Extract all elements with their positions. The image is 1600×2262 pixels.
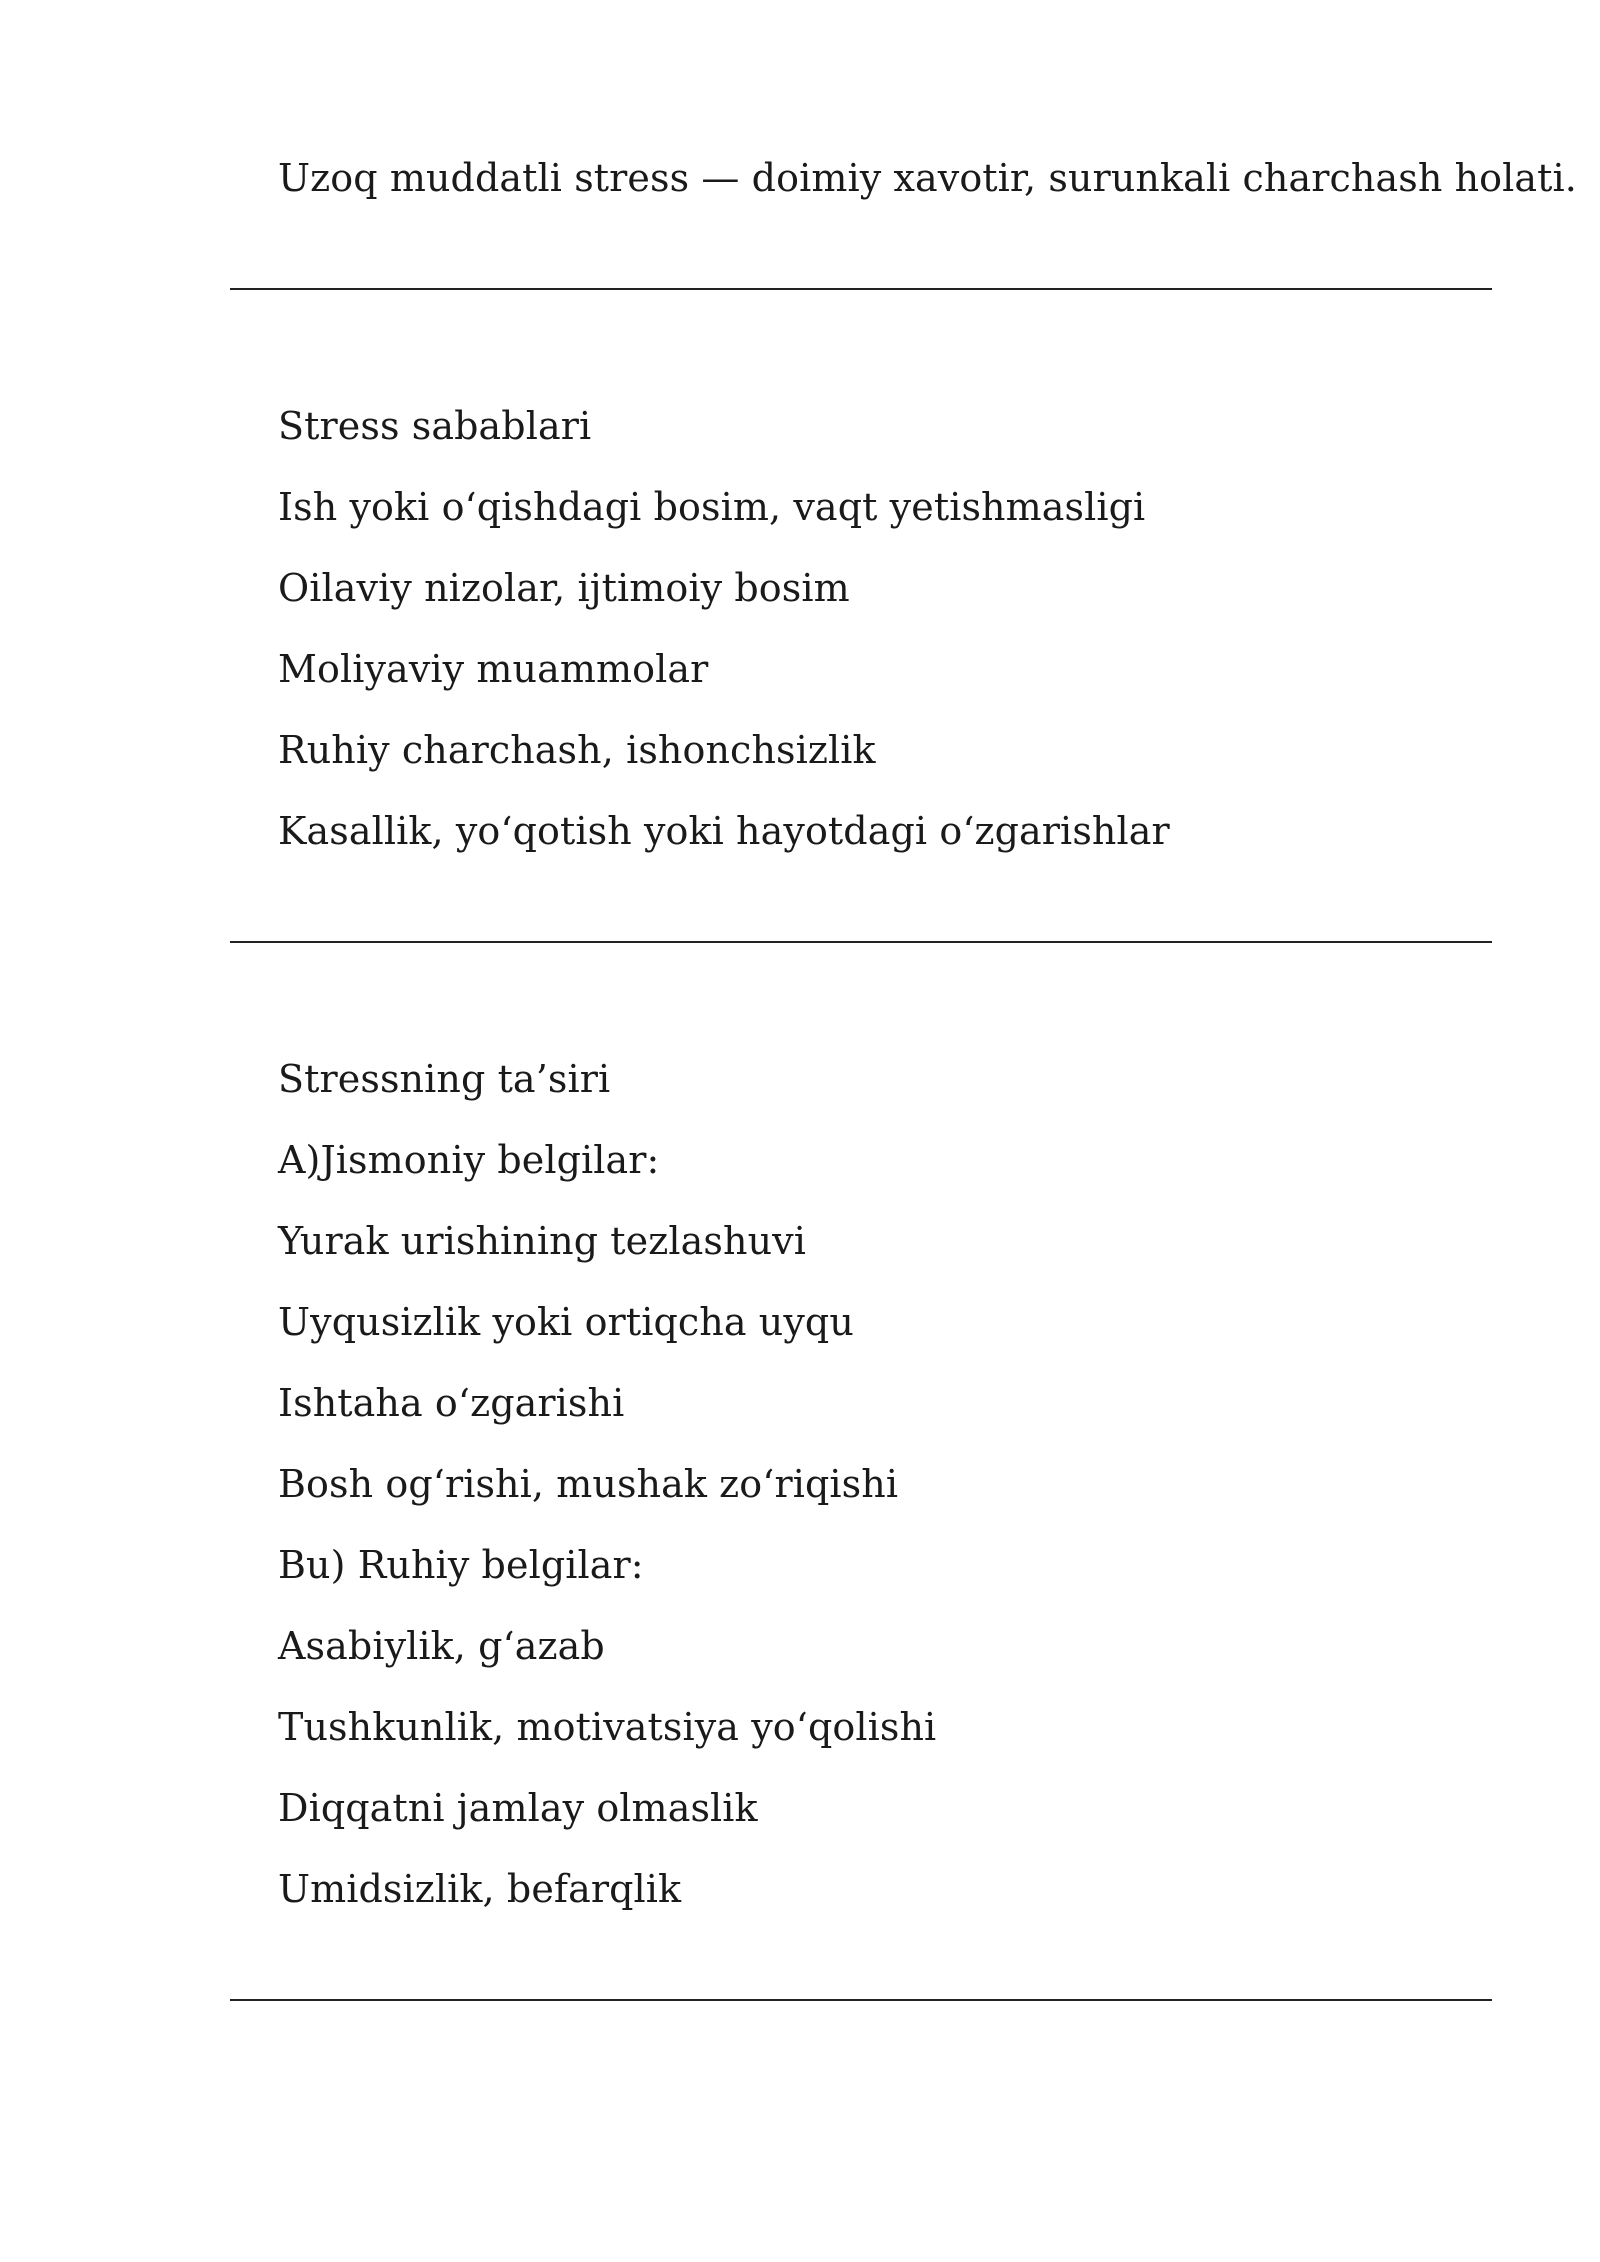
physical-sign-item: Uyqusizlik yoki ortiqcha uyqu [278,1300,854,1344]
intro-paragraph: Uzoq muddatli stress — doimiy xavotir, surunkali charchash holati. [278,156,1577,200]
mental-sign-item: Asabiylik, g‘azab [278,1624,605,1668]
section-divider [230,288,1492,290]
cause-item: Moliyaviy muammolar [278,647,709,691]
causes-heading: Stress sabablari [278,404,592,448]
physical-sign-item: Bosh og‘rishi, mushak zo‘riqishi [278,1462,899,1506]
section-divider [230,1999,1492,2001]
mental-signs-label: Bu) Ruhiy belgilar: [278,1543,644,1587]
effects-heading: Stressning ta’siri [278,1057,611,1101]
cause-item: Ish yoki o‘qishdagi bosim, vaqt yetishmasligi [278,485,1146,529]
cause-item: Ruhiy charchash, ishonchsizlik [278,728,876,772]
physical-sign-item: Yurak urishining tezlashuvi [278,1219,806,1263]
cause-item: Kasallik, yo‘qotish yoki hayotdagi o‘zgarishlar [278,809,1170,853]
physical-signs-label: A)Jismoniy belgilar: [278,1138,660,1182]
mental-sign-item: Umidsizlik, befarqlik [278,1867,682,1911]
mental-sign-item: Tushkunlik, motivatsiya yo‘qolishi [278,1705,937,1749]
mental-sign-item: Diqqatni jamlay olmaslik [278,1786,758,1830]
physical-sign-item: Ishtaha o‘zgarishi [278,1381,625,1425]
cause-item: Oilaviy nizolar, ijtimoiy bosim [278,566,850,610]
section-divider [230,941,1492,943]
